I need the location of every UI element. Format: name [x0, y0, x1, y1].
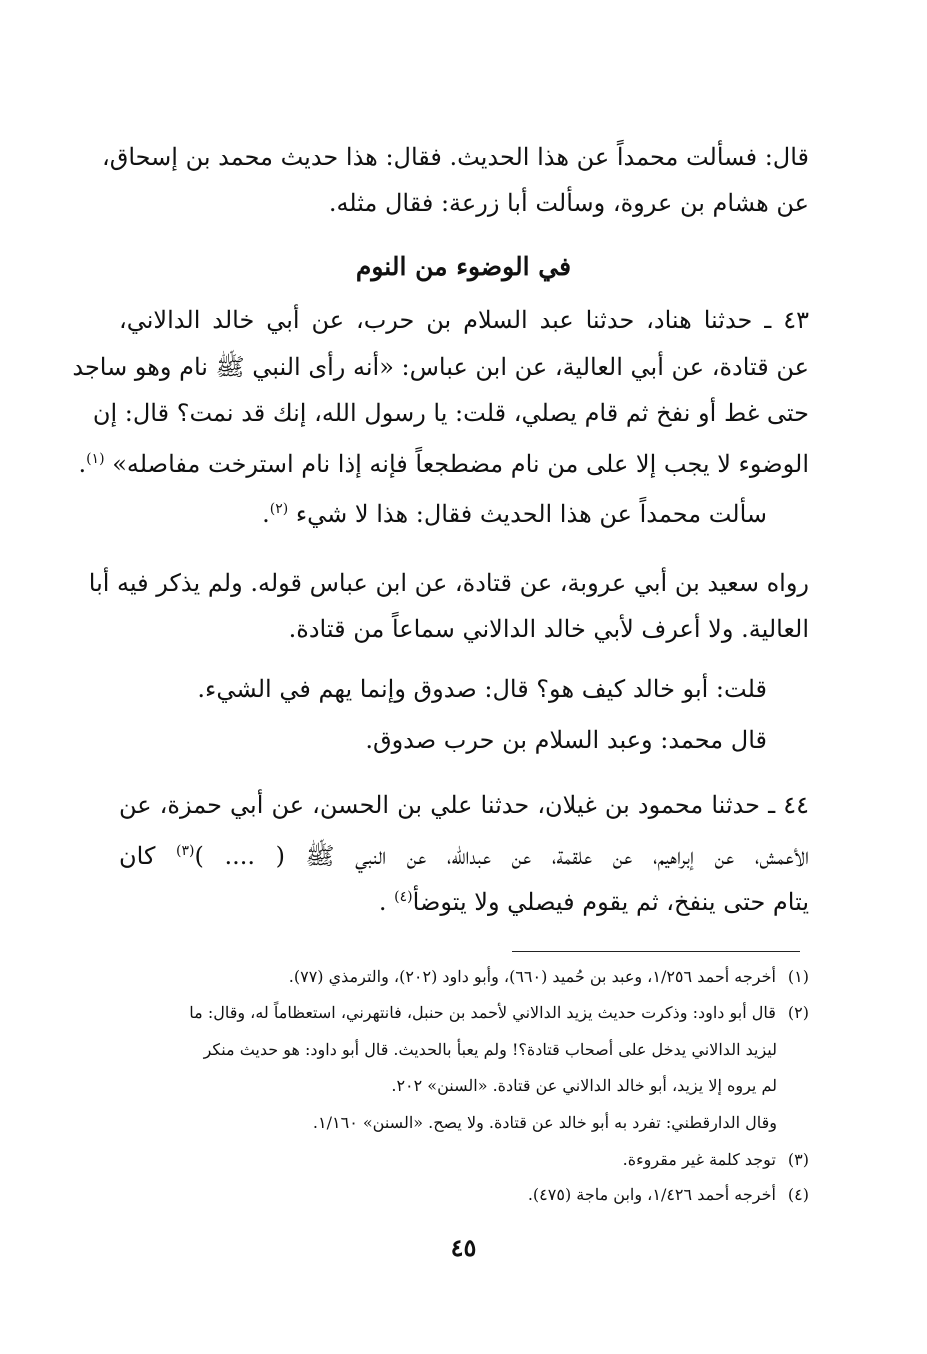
footnote-ref: (١) [86, 451, 105, 467]
body-text: الوضوء لا يجب إلا على من نام مضطجعاً فإنه إذا نام استرخت مفاصله» [112, 450, 809, 478]
footnote-separator [512, 951, 800, 952]
body-line [119, 836, 809, 871]
body-line: قال: فسألت محمداً عن هذا الحديث. فقال: هذا حديث محمد بن إسحاق، [101, 143, 809, 171]
body-line: عن هشام بن عروة، وسألت أبا زرعة: فقال مثله. [328, 189, 809, 217]
body-text: سألت محمداً عن هذا الحديث فقال: هذا لا شيء [295, 500, 767, 528]
footnote-number: (١) [787, 967, 809, 986]
body-line: سألت محمداً عن هذا الحديث فقال: هذا لا شيء $^{(٢)}$. [262, 500, 767, 528]
footnote [114, 1149, 809, 1171]
footnote-ref: (٣) [176, 843, 195, 859]
footnote-text: قال أبو داود: وذكرت حديث يزيد الدالاني لأحمد بن حنبل، فانتهرني، استعظاماً له، وقال: ما [189, 1003, 776, 1022]
body-text: الأعمش، عن إبراهيم، عن علقمة، عن عبدالله، عن النبي ﷺ ( .... ) [194, 842, 809, 870]
footnote-continuation: وقال الدارقطني: تفرد به أبو خالد عن قتادة. ولا يصح. «السنن» ١/١٦٠. [312, 1113, 777, 1132]
body-line: ٤٣ ـ حدثنا هناد، حدثنا عبد السلام بن حرب، عن أبي خالد الدالاني، [119, 306, 809, 334]
page-number: ٤٥ [450, 1233, 477, 1262]
body-line: ٤٤ ـ حدثنا محمود بن غيلان، حدثنا علي بن الحسن، عن أبي حمزة، عن [119, 791, 809, 819]
body-line: قال محمد: وعبد السلام بن حرب صدوق. [365, 726, 767, 754]
footnote [114, 966, 809, 988]
body-text: كان [119, 842, 156, 870]
body-line: عن قتادة، عن أبي العالية، عن ابن عباس: «أنه رأى النبي ﷺ نام وهو ساجد [72, 353, 809, 381]
body-line: قلت: أبو خالد كيف هو؟ قال: صدوق وإنما يهم في الشيء. [197, 675, 767, 703]
body-line: رواه سعيد بن أبي عروبة، عن قتادة، عن ابن عباس قوله. ولم يذكر فيه أبا [88, 569, 809, 597]
body-line: حتى غط أو نفخ ثم قام يصلي، قلت: يا رسول الله، إنك قد نمت؟ قال: إن [92, 399, 809, 427]
footnote [114, 1002, 809, 1024]
body-line: يتام حتى ينفخ، ثم يقوم فيصلي ولا يتوضأ$^{(٤)}$ . [378, 888, 809, 916]
footnote-text: أخرجه أحمد ١/٢٥٦، وعبد بن حُميد (٦٦٠)، وأبو داود (٢٠٢)، والترمذي (٧٧). [288, 967, 776, 986]
section-heading: في الوضوء من النوم [355, 252, 572, 281]
footnote-continuation: ليزيد الدالاني يدخل على أصحاب قتادة؟! ولم يعبأ بالحديث. قال أبو داود: هو حديث منكر [203, 1040, 777, 1059]
body-line: الوضوء لا يجب إلا على من نام مضطجعاً فإنه إذا نام استرخت مفاصله» $^{(١)}$. [78, 450, 809, 478]
footnote-text: أخرجه أحمد ١/٤٢٦، وابن ماجة (٤٧٥). [527, 1185, 776, 1204]
footnote-number: (٣) [787, 1150, 809, 1169]
footnote-continuation: لم يروه إلا يزيد، أبو خالد الدالاني عن قتادة. «السنن» ٢٠٢. [391, 1076, 777, 1095]
body-line: العالية. ولا أعرف لأبي خالد الدالاني سماعاً من قتادة. [288, 615, 809, 643]
footnote-ref: (٤) [394, 889, 413, 905]
footnote-ref: (٢) [269, 501, 289, 517]
footnote-number: (٤) [787, 1185, 809, 1204]
footnote-text: توجد كلمة غير مقروءة. [622, 1150, 776, 1169]
body-text: يتام حتى ينفخ، ثم يقوم فيصلي ولا يتوضأ [412, 888, 809, 916]
footnote [114, 1184, 809, 1206]
footnote-number: (٢) [787, 1003, 809, 1022]
